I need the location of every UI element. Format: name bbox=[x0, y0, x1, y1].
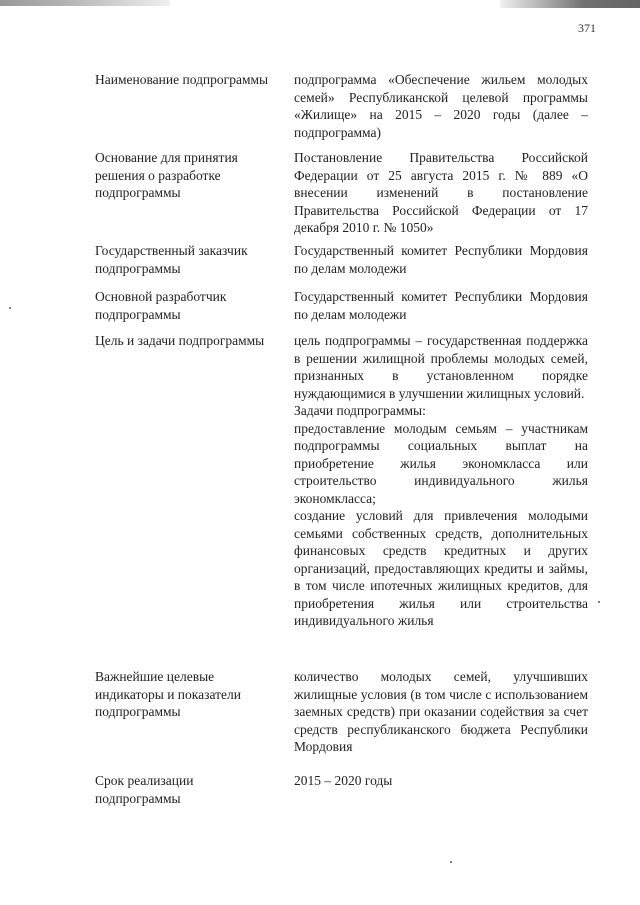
row-label: Основной разработчик подпрограммы bbox=[95, 289, 227, 322]
row-value-paragraph: 2015 – 2020 годы bbox=[294, 773, 393, 788]
row-value-paragraph: предоставление молодым семьям – участникам подпрограммы социальных выплат на приобретение жилья экономкласса или строительство индивидуального жилья экономкласса; bbox=[294, 420, 588, 506]
scan-speck bbox=[9, 307, 11, 309]
scan-speck bbox=[598, 601, 600, 603]
row-value-paragraph: цель подпрограммы – государственная поддержка в решении жилищной проблемы молодых семей, признанных в установленном порядке нуждающимися в улучшении жилищных условий. bbox=[294, 333, 588, 401]
scan-speck bbox=[450, 861, 452, 863]
row-value bbox=[294, 288, 588, 323]
row-label: Основание для принятия решения о разработке подпрограммы bbox=[95, 150, 238, 200]
scan-edge-artifact-left bbox=[0, 0, 170, 6]
row-label: Государственный заказчик подпрограммы bbox=[95, 243, 248, 276]
row-value bbox=[294, 668, 588, 756]
row-label: Срок реализации подпрограммы bbox=[95, 773, 194, 806]
row-value-paragraph: создание условий для привлечения молодыми семьями собственных средств, дополнительных финансовых средств кредитных и других организаций, предоставляющих кредиты и займы, в том числе ипотечных жилищных кредитов, для приобретения жилья или строительства индивидуального жилья bbox=[294, 508, 588, 628]
row-label: Наименование подпрограммы bbox=[95, 72, 269, 87]
row-label: Важнейшие целевые индикаторы и показатели подпрограммы bbox=[95, 669, 241, 719]
scan-edge-artifact-right bbox=[500, 0, 640, 8]
row-value bbox=[294, 242, 588, 277]
row-value bbox=[294, 71, 588, 141]
row-value-paragraph: подпрограмма «Обеспечение жильем молодых семей» Республиканской целевой программы «Жилище» на 2015 – 2020 годы (далее – подпрограмма) bbox=[294, 72, 588, 140]
page-number: 371 bbox=[578, 21, 596, 35]
row-value-paragraph: Постановление Правительства Российской Федерации от 25 августа 2015 г. № 889 «О внесении изменений в постановление Правительства Российской Федерации от 17 декабря 2010 г. № 1050» bbox=[294, 150, 588, 235]
row-value bbox=[294, 149, 588, 237]
row-value-paragraph: Государственный комитет Республики Мордовия по делам молодежи bbox=[294, 289, 588, 322]
row-value-paragraph: Государственный комитет Республики Мордовия по делам молодежи bbox=[294, 243, 588, 276]
row-value bbox=[294, 332, 588, 630]
row-value-paragraph: Задачи подпрограммы: bbox=[294, 403, 426, 418]
row-label: Цель и задачи подпрограммы bbox=[95, 333, 265, 348]
row-value-paragraph: количество молодых семей, улучшивших жилищные условия (в том числе с использованием заемных средств) при оказании содействия за счет средств республиканского бюджета Республики Мордовия bbox=[294, 669, 588, 754]
row-value bbox=[294, 772, 588, 790]
